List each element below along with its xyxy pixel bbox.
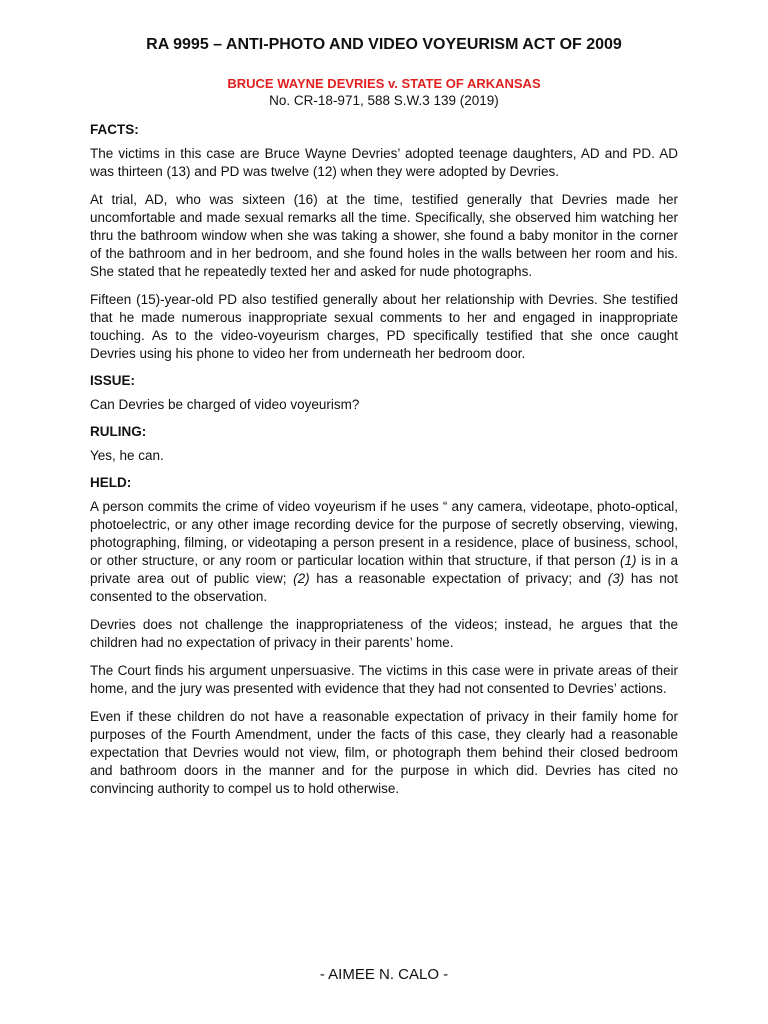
held-text-d: has not consented to the observation. (90, 571, 678, 604)
facts-heading: FACTS: (90, 122, 139, 137)
case-title: BRUCE WAYNE DEVRIES v. STATE OF ARKANSAS (227, 76, 541, 91)
case-citation: No. CR-18-971, 588 S.W.3 139 (2019) (269, 93, 499, 108)
ruling-text: Yes, he can. (90, 448, 164, 463)
element-marker-2: (2) (293, 571, 310, 586)
author-footer: - AIMEE N. CALO - (319, 966, 449, 983)
held-text-a: A person commits the crime of video voyeurism if he uses “ any camera, videotape, photo-optical, photoelectric, or any other image recording device for the purpose of secretly observing, viewing, photographing, filming, or videotaping a person present in a residence, place of business, school, or other structure, or any room or particular location within that structure, if that person (90, 499, 678, 568)
held-paragraph-3: The Court finds his argument unpersuasive. The victims in this case were in private areas of their home, and the jury was presented with evidence that they had not consented to Devries’ actions. (90, 663, 678, 696)
document-title: RA 9995 – ANTI-PHOTO AND VIDEO VOYEURISM ACT OF 2009 (146, 36, 622, 53)
held-paragraph-2: Devries does not challenge the inappropriateness of the videos; instead, he argues that the children had no expectation of privacy in their parents’ home. (90, 617, 678, 650)
issue-heading: ISSUE: (90, 373, 136, 388)
facts-paragraph-3: Fifteen (15)-year-old PD also testified generally about her relationship with Devries. She testified that he made numerous inappropriate sexual comments to her and engaged in inappropriate touching. As to the video-voyeurism charges, PD specifically testified that she once caught Devries using his phone to video her from underneath her bedroom door. (90, 292, 678, 361)
held-text-c: has a reasonable expectation of privacy; and (309, 571, 608, 586)
element-marker-1: (1) (620, 553, 637, 568)
element-marker-3: (3) (607, 571, 625, 586)
ruling-heading: RULING: (90, 424, 147, 439)
document-body (90, 36, 678, 808)
held-paragraph-4: Even if these children do not have a reasonable expectation of privacy in their family home for purposes of the Fourth Amendment, under the facts of this case, they clearly had a reasonable expectation that Devries would not view, film, or photograph them behind their closed bedroom and bathroom doors in the manner and for the purpose in which did. Devries has cited no convincing authority to compel us to hold otherwise. (90, 709, 678, 796)
held-heading: HELD: (90, 475, 132, 490)
issue-text: Can Devries be charged of video voyeurism? (90, 397, 360, 412)
facts-paragraph-2: At trial, AD, who was sixteen (16) at the time, testified generally that Devries made her uncomfortable and made sexual remarks all the time. Specifically, she observed him watching her thru the bathroom window when she was taking a shower, she found a baby monitor in the corner of the bathroom and in her bedroom, and she found holes in the walls between her room and his. She stated that he repeatedly texted her and asked for nude photographs. (90, 192, 678, 279)
held-paragraph-1 (90, 498, 678, 606)
facts-paragraph-1: The victims in this case are Bruce Wayne Devries’ adopted teenage daughters, AD and PD. AD was thirteen (13) and PD was twelve (12) when they were adopted by Devries. (90, 146, 678, 179)
held-text-b: is in a private area out of public view; (90, 553, 678, 586)
